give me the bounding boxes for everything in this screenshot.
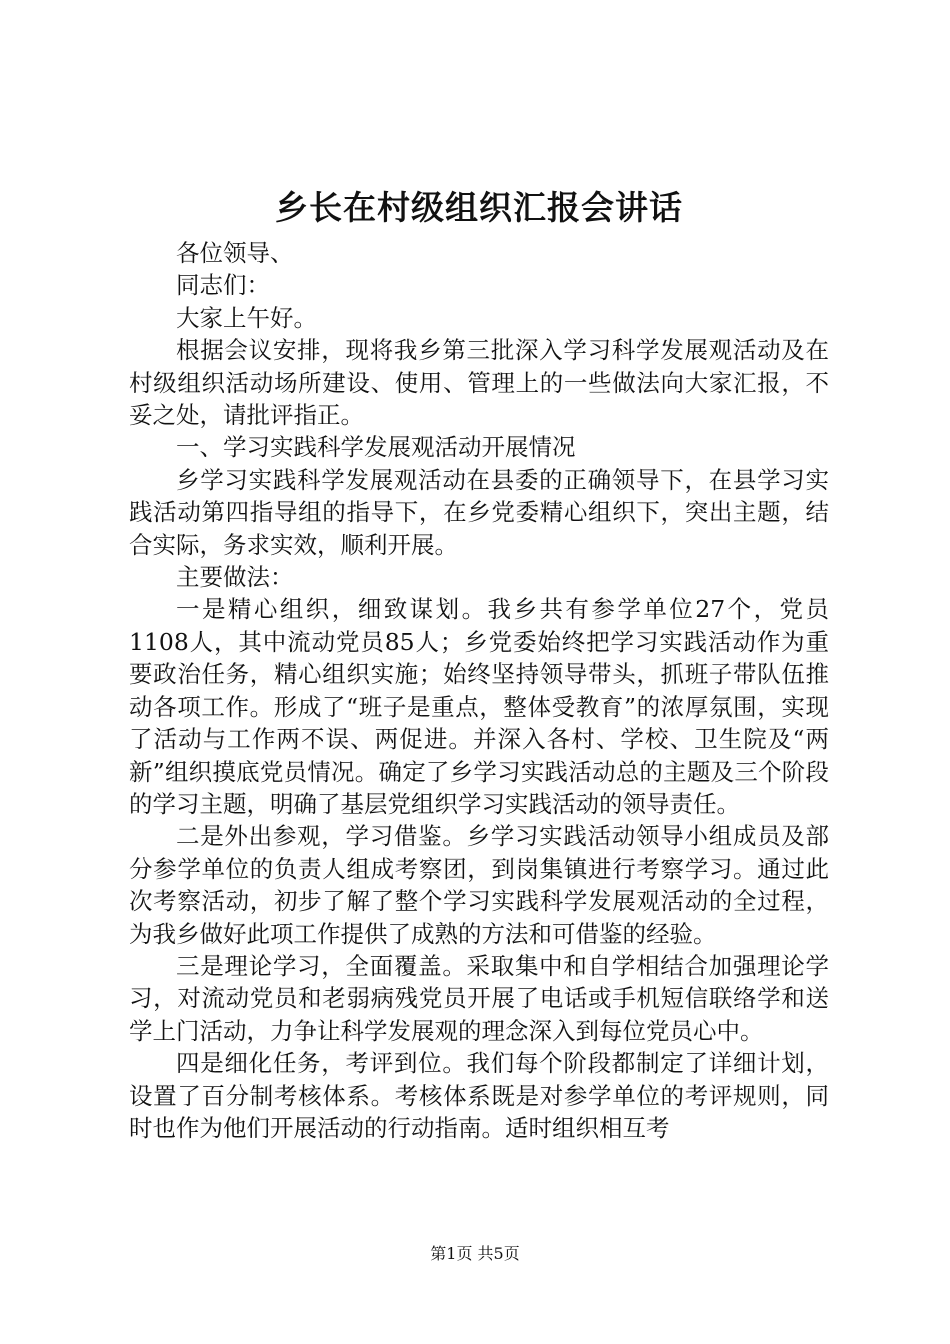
document-page	[129, 0, 829, 1344]
body-paragraph: 一是精心组织，细致谋划。我乡共有参学单位27个，党员1108人，其中流动党员85人；乡党委始终把学习实践活动作为重要政治任务，精心组织实施；始终坚持领导带头，抓班子带队伍推动各项工作。形成了“班子是重点，整体受教育”的浓厚氛围，实现了活动与工作两不误、两促进。并深入各村、学校、卫生院及“两新”组织摸底党员情况。确定了乡学习实践活动总的主题及三个阶段的学习主题，明确了基层党组织学习实践活动的领导责任。	[129, 595, 829, 818]
greeting: 大家上午好。	[176, 303, 317, 332]
salutation-comrades: 同志们：	[176, 271, 270, 300]
document-title: 乡长在村级组织汇报会讲话	[275, 188, 683, 227]
body-paragraph: 三是理论学习，全面覆盖。采取集中和自学相结合加强理论学习，对流动党员和老弱病残党员开展了电话或手机短信联络学和送学上门活动，力争让科学发展观的理念深入到每位党员心中。	[129, 951, 829, 1045]
page-number-footer: 第1页 共5页	[430, 1244, 520, 1263]
body-paragraph: 二是外出参观，学习借鉴。乡学习实践活动领导小组成员及部分参学单位的负责人组成考察团，到岗集镇进行考察学习。通过此次考察活动，初步了解了整个学习实践科学发展观活动的全过程，为我乡做好此项工作提供了成熟的方法和可借鉴的经验。	[129, 822, 829, 948]
subheading-main-practices: 主要做法：	[176, 563, 294, 592]
body-paragraph: 乡学习实践科学发展观活动在县委的正确领导下，在县学习实践活动第四指导组的指导下，在乡党委精心组织下，突出主题，结合实际，务求实效，顺利开展。	[129, 465, 829, 559]
section-heading: 一、学习实践科学发展观活动开展情况	[176, 433, 576, 462]
body-paragraph: 四是细化任务，考评到位。我们每个阶段都制定了详细计划，设置了百分制考核体系。考核体系既是对参学单位的考评规则，同时也作为他们开展活动的行动指南。适时组织相互考	[129, 1049, 829, 1142]
document-body	[129, 237, 829, 1144]
body-paragraph: 根据会议安排，现将我乡第三批深入学习科学发展观活动及在村级组织活动场所建设、使用、管理上的一些做法向大家汇报，不妥之处，请批评指正。	[129, 336, 829, 430]
salutation-leaders: 各位领导、	[176, 239, 294, 267]
